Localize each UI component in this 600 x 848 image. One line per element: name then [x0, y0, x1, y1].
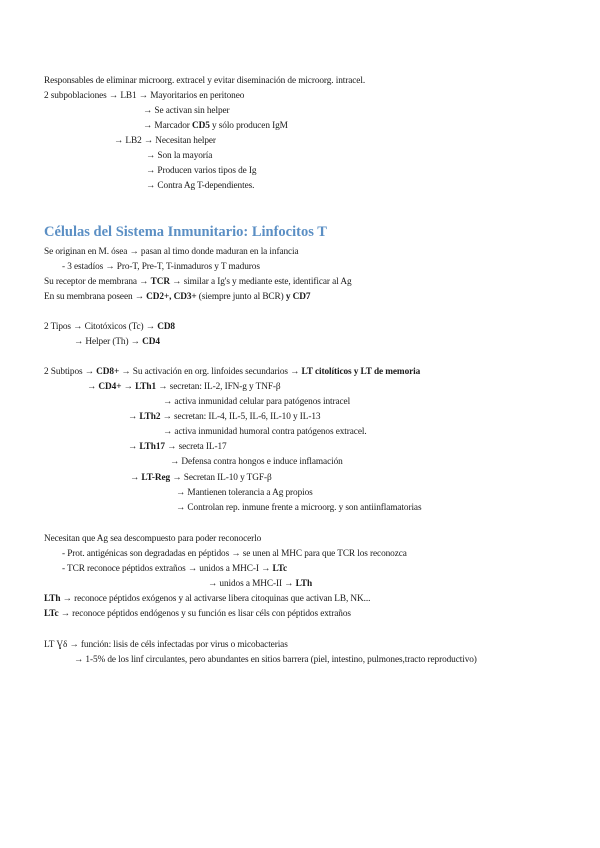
text-line: En su membrana poseen → CD2+, CD3+ (siempre junto al BCR) y CD7	[44, 292, 311, 302]
text-line: → Mantienen tolerancia a Ag propios	[176, 488, 313, 498]
text-line: LT Ɣδ → función: lisis de céls infectadas por virus o micobacterias	[44, 640, 288, 650]
text-line: 2 subpoblaciones → LB1 → Mayoritarios en peritoneo	[44, 91, 245, 101]
text-line: → unidos a MHC-II → LTh	[208, 579, 313, 589]
text-line: Responsables de eliminar microorg. extracel y evitar diseminación de microorg. intracel.	[44, 76, 366, 86]
text-line: Se originan en M. ósea → pasan al timo donde maduran en la infancia	[44, 247, 299, 257]
text-line: → Son la mayoría	[146, 151, 213, 161]
text-line: → Helper (Th) → CD4	[74, 337, 160, 347]
text-line: LTc → reconoce péptidos endógenos y su función es lisar céls con péptidos extraños	[44, 609, 351, 619]
text-line: → LTh2 → secretan: IL-4, IL-5, IL-6, IL-10 y IL-13	[128, 412, 321, 422]
text-line: 2 Tipos → Citotóxicos (Tc) → CD8	[44, 322, 175, 332]
list-item: - 3 estadíos → Pro-T, Pre-T, T-inmaduros y T maduros	[62, 262, 260, 272]
text-line: Su receptor de membrana → TCR → similar a Ig's y mediante este, identificar al Ag	[44, 277, 352, 287]
text-line: → activa inmunidad humoral contra patógenos extracel.	[163, 427, 367, 437]
text-line: → Se activan sin helper	[143, 106, 230, 116]
list-item: - TCR reconoce péptidos extraños → unidos a MHC-I → LTc	[62, 564, 288, 574]
text-line: → LTh17 → secreta IL-17	[128, 442, 227, 452]
text-line: → CD4+ → LTh1 → secretan: IL-2, IFN-g y TNF-β	[87, 382, 281, 392]
text-line: 2 Subtipos → CD8+ → Su activación en org. linfoides secundarios → LT citolíticos y LT de memoria	[44, 367, 421, 377]
text-line: → Producen varios tipos de Ig	[146, 166, 257, 176]
text-line: → activa inmunidad celular para patógenos intracel	[163, 397, 351, 407]
text-line: → Contra Ag T-dependientes.	[146, 181, 255, 191]
text-line: → 1-5% de los linf circulantes, pero abundantes en sitios barrera (piel, intestino, pulmones,tracto reproductivo)	[74, 655, 477, 665]
text-line: LTh → reconoce péptidos exógenos y al activarse libera citoquinas que activan LB, NK...	[44, 594, 371, 604]
text-line: → Defensa contra hongos e induce inflamación	[170, 457, 343, 467]
text-line: → LB2 → Necesitan helper	[114, 136, 216, 146]
text-line: Necesitan que Ag sea descompuesto para poder reconocerlo	[44, 534, 262, 544]
section-heading: Células del Sistema Inmunitario: Linfocitos T	[44, 224, 327, 240]
text-line: → Marcador CD5 y sólo producen IgM	[143, 121, 288, 131]
text-line: → LT-Reg → Secretan IL-10 y TGF-β	[130, 473, 272, 483]
list-item: - Prot. antigénicas son degradadas en péptidos → se unen al MHC para que TCR los reconozca	[62, 549, 407, 559]
text-line: → Controlan rep. inmune frente a microorg. y son antiinflamatorias	[176, 503, 422, 513]
